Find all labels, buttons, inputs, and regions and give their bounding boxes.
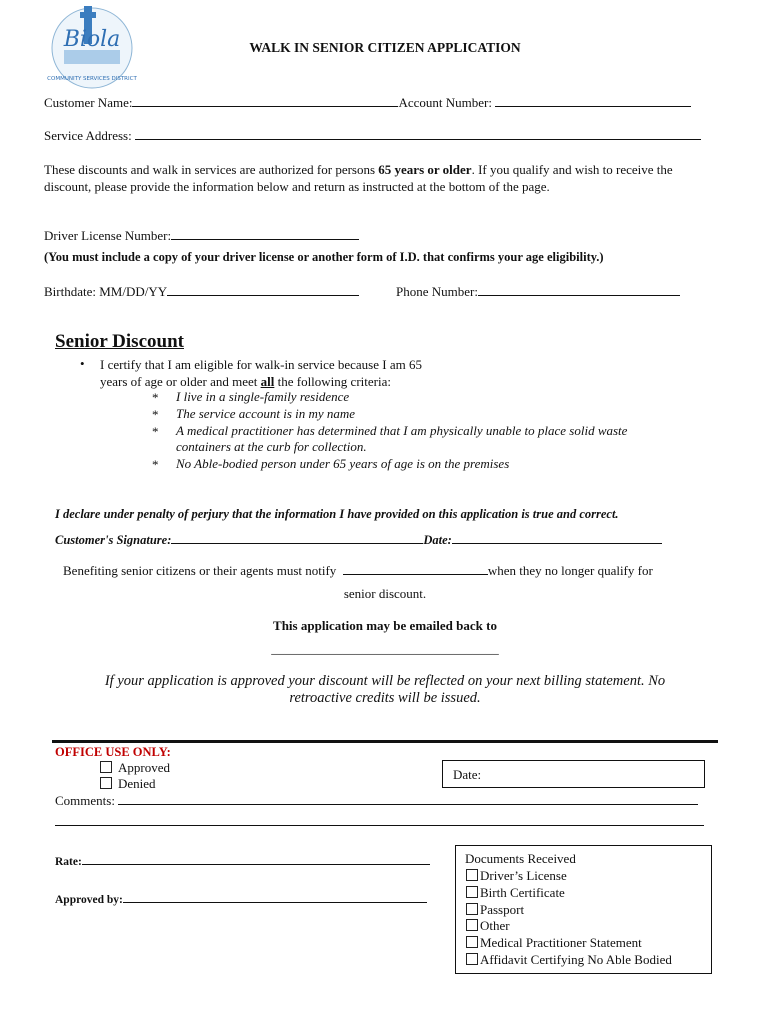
office-date-label: Date: xyxy=(453,767,482,782)
certify-line-2 xyxy=(100,374,391,390)
page-title: WALK IN SENIOR CITIZEN APPLICATION xyxy=(249,40,521,55)
logo-ring-text: COMMUNITY SERVICES DISTRICT xyxy=(47,76,137,82)
checkbox-icon[interactable] xyxy=(466,869,478,881)
criterion-3: A medical practitioner has determined that I am physically unable to place solid waste containers at the curb for collection. xyxy=(176,423,628,454)
bullet-icon: • xyxy=(80,356,85,371)
rate-field[interactable] xyxy=(82,853,430,865)
birthdate-label: Birthdate: MM/DD/YY xyxy=(44,284,168,299)
approved-checkbox[interactable] xyxy=(100,761,112,773)
doc-item-medical-statement[interactable] xyxy=(466,935,642,951)
doc-item-passport[interactable] xyxy=(466,902,524,918)
asterisk-icon: * xyxy=(152,407,159,422)
doc-item-other[interactable] xyxy=(466,918,510,934)
doc-item-drivers-license[interactable] xyxy=(466,868,567,884)
notify-blank[interactable] xyxy=(343,563,488,575)
phone-label: Phone Number: xyxy=(396,284,478,299)
doc-label: Birth Certificate xyxy=(480,885,565,900)
service-address-field[interactable] xyxy=(135,128,701,140)
customer-name-field[interactable] xyxy=(132,95,398,107)
comments-label: Comments: xyxy=(55,793,115,808)
checkbox-icon[interactable] xyxy=(466,953,478,965)
intro-bold: 65 years or older xyxy=(378,162,472,177)
driver-license-field[interactable] xyxy=(171,228,359,240)
approved-by-row xyxy=(55,891,427,906)
signature-date-field[interactable] xyxy=(452,532,662,544)
approved-label: Approved xyxy=(118,760,170,775)
approved-option[interactable] xyxy=(100,760,170,776)
service-address-label: Service Address: xyxy=(44,128,132,143)
criterion-2: The service account is in my name xyxy=(176,406,356,421)
intro-text-2: . If you qualify and wish to receive the discount, please provide the information below and return as instructed at the bottom of the page. xyxy=(44,162,673,194)
approved-by-label: Approved by: xyxy=(55,894,123,906)
certify-text: years of age or older and meet xyxy=(100,374,261,389)
intro-text-1: These discounts and walk in services are authorized for persons xyxy=(44,162,379,177)
certify-all: all xyxy=(260,374,275,389)
divider xyxy=(52,740,718,743)
criterion-4: No Able-bodied person under 65 years of age is on the premises xyxy=(176,456,510,471)
approved-by-field[interactable] xyxy=(123,891,427,903)
birthdate-field[interactable] xyxy=(167,284,359,296)
denied-option[interactable] xyxy=(100,776,156,792)
intro-paragraph xyxy=(44,161,684,195)
checkbox-icon[interactable] xyxy=(466,936,478,948)
doc-label: Medical Practitioner Statement xyxy=(480,935,642,950)
phone-row xyxy=(396,284,680,300)
checkbox-icon[interactable] xyxy=(466,886,478,898)
service-address-row xyxy=(44,128,701,144)
comments-line-2[interactable] xyxy=(55,812,704,826)
rate-row xyxy=(55,853,430,868)
birthdate-row xyxy=(44,284,359,300)
checkbox-icon[interactable] xyxy=(466,919,478,931)
criterion-1: I live in a single-family residence xyxy=(176,389,350,404)
denied-checkbox[interactable] xyxy=(100,777,112,789)
documents-title: Documents Received xyxy=(465,851,576,866)
signature-field[interactable] xyxy=(171,532,423,544)
asterisk-icon: * xyxy=(152,424,159,439)
checkbox-icon[interactable] xyxy=(466,903,478,915)
certify-text-end: the following criteria: xyxy=(274,374,391,389)
phone-field[interactable] xyxy=(478,284,680,296)
doc-item-birth-certificate[interactable] xyxy=(466,885,565,901)
doc-label: Passport xyxy=(480,902,525,917)
driver-license-row xyxy=(44,228,359,244)
comments-row xyxy=(55,793,698,809)
account-number-label: Account Number: xyxy=(398,95,492,110)
notify-row xyxy=(63,563,653,579)
asterisk-icon: * xyxy=(152,457,159,472)
driver-license-label: Driver License Number: xyxy=(44,228,172,243)
asterisk-icon: * xyxy=(152,390,159,405)
approval-note: If your application is approved your discount will be reflected on your next billing statement. No retroactive credits will be issued. xyxy=(104,673,666,706)
documents-received-box xyxy=(455,845,712,974)
id-note: (You must include a copy of your driver license or another form of I.D. that confirms your age eligibility.) xyxy=(44,250,604,264)
doc-label: Affidavit Certifying No Able Bodied xyxy=(480,952,672,967)
signature-date-label: Date: xyxy=(423,533,452,547)
comments-field[interactable] xyxy=(118,793,698,805)
notify-text: Benefiting senior citizens or their agents must notify xyxy=(63,563,337,578)
doc-label: Driver’s License xyxy=(480,868,567,883)
denied-label: Denied xyxy=(118,776,156,791)
doc-item-affidavit[interactable] xyxy=(466,952,672,968)
office-date-box[interactable] xyxy=(442,760,705,788)
email-blank[interactable]: ___________________________________ xyxy=(271,641,499,656)
account-number-field[interactable] xyxy=(495,95,691,107)
notify-text-end: when they no longer qualify for xyxy=(487,563,653,578)
logo-text: Biola xyxy=(63,27,121,52)
office-use-title: OFFICE USE ONLY: xyxy=(55,745,171,759)
notify-line-2: senior discount. xyxy=(343,586,427,601)
rate-label: Rate: xyxy=(55,856,82,868)
senior-discount-heading: Senior Discount xyxy=(55,331,184,352)
declaration-text: I declare under penalty of perjury that the information I have provided on this application is true and correct. xyxy=(55,507,619,521)
certify-line-1: I certify that I am eligible for walk-in service because I am 65 xyxy=(100,357,422,372)
signature-row xyxy=(55,532,662,548)
customer-name-row xyxy=(44,95,691,111)
doc-label: Other xyxy=(480,918,510,933)
signature-label: Customer's Signature: xyxy=(55,533,172,547)
customer-name-label: Customer Name: xyxy=(44,95,133,110)
email-instruction: This application may be emailed back to xyxy=(273,618,497,633)
